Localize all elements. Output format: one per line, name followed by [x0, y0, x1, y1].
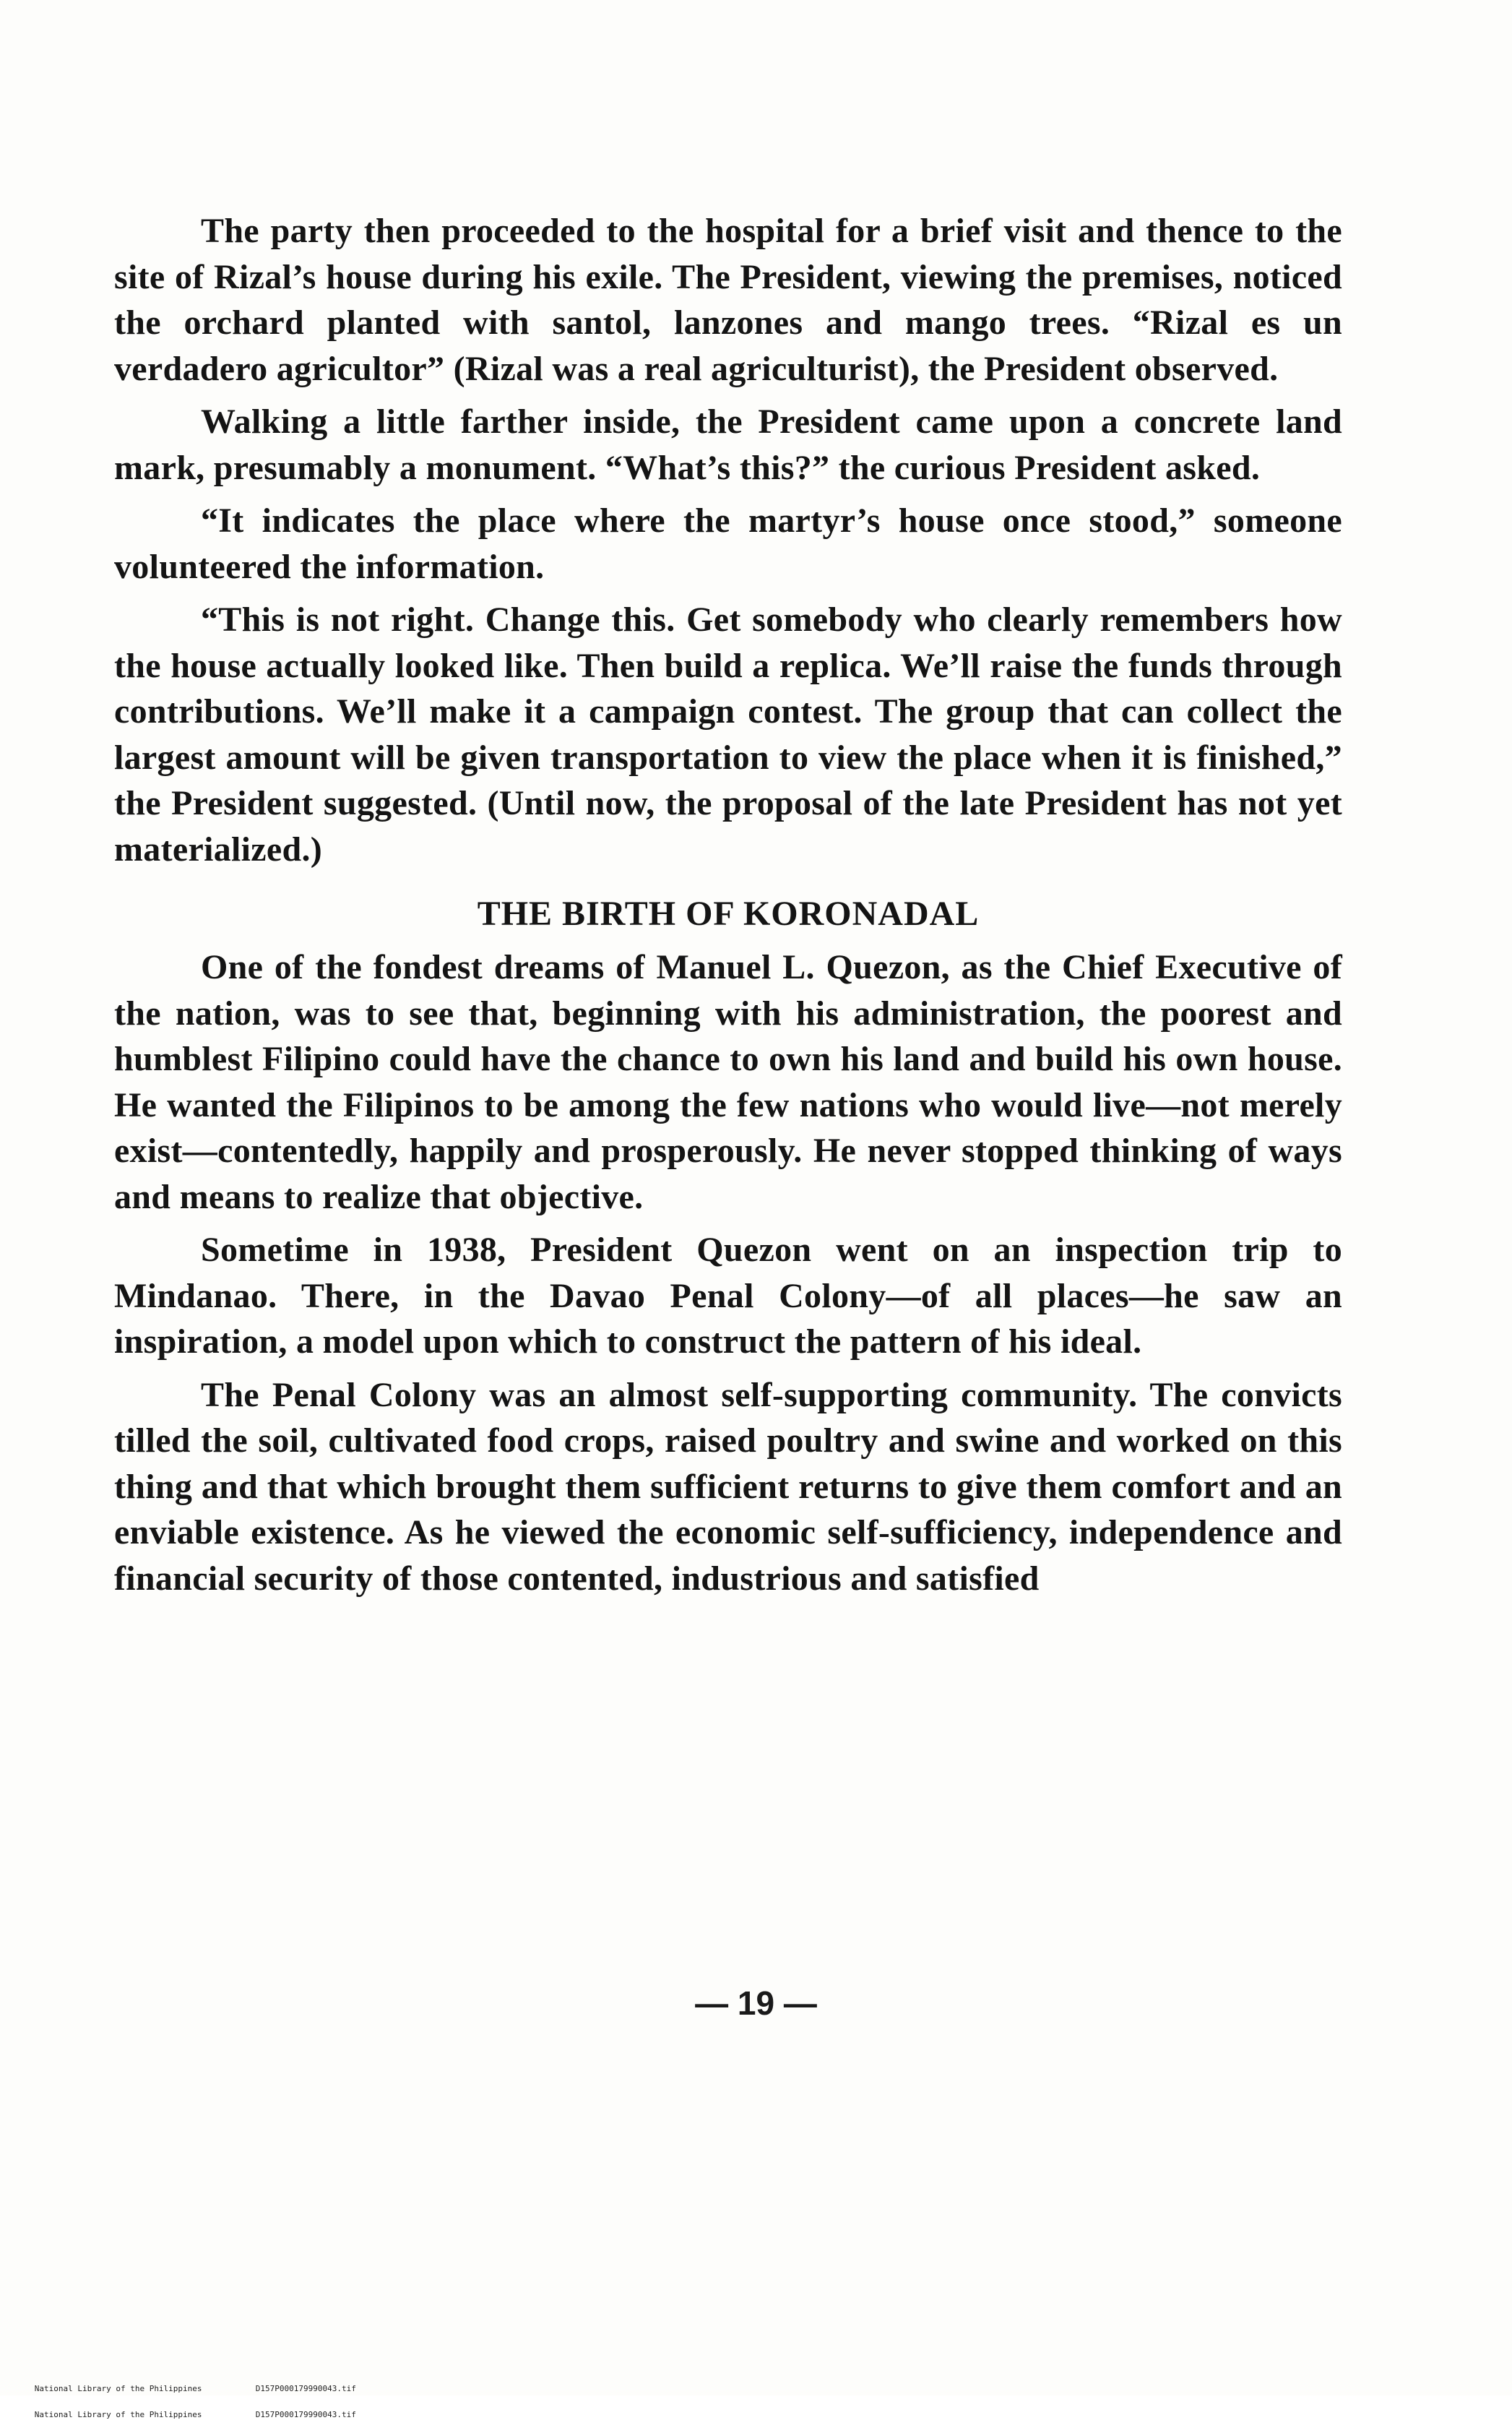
body-text [114, 208, 1342, 1609]
footer-line [6, 2402, 356, 2428]
footer-library: National Library of the Philippines [34, 2410, 202, 2419]
page-number: — 19 — [695, 1984, 817, 2022]
paragraph-6: Sometime in 1938, President Quezon went on an inspection trip to Mindanao. There, in the Davao Penal Colony—of all places—he saw an inspiration, a model upon which to construct the pattern of his ideal. [114, 1231, 1342, 1361]
footer-file: D157P000179990043.tif [255, 2384, 356, 2393]
paragraph-7: The Penal Colony was an almost self-supporting community. The convicts tilled the soil, cultivated food crops, raised poultry and swine and worked on this thing and that which brought them sufficient returns to give them comfort and an enviable existence. As he viewed the economic self-sufficiency, independence and financial security of those contented, industrious and satisfied [114, 1375, 1342, 1598]
paragraph-1: The party then proceeded to the hospital for a brief visit and thence to the site of Rizal’s house during his exile. The President, viewing the premises, noticed the orchard planted with santol, lanzones and mango trees. “Rizal es un verdadero agricultor” (Rizal was a real agriculturist), the President observed. [114, 212, 1342, 388]
paragraph-5: One of the fondest dreams of Manuel L. Quezon, as the Chief Executive of the nation, was to see that, beginning with his administration, the poorest and humblest Filipino could have the chance to own his land and build his own house. He wanted the Filipinos to be among the few nations who would live—not merely exist—contentedly, happily and prosperously. He never stopped thinking of ways and means to realize that objective. [114, 948, 1342, 1216]
footer-line [6, 2376, 356, 2402]
section-heading: THE BIRTH OF KORONADAL [477, 895, 980, 933]
paragraph-4: “This is not right. Change this. Get somebody who clearly remembers how the house actually looked like. Then build a replica. We’ll raise the funds through contributions. We’ll make it a campaign contest. The group that can collect the largest amount will be given transportation to view the place when it is finished,” the President suggested. (Until now, the proposal of the late President has not yet materialized.) [114, 600, 1342, 869]
paragraph-3: “It indicates the place where the martyr’s house once stood,” someone volunteered the information. [114, 501, 1342, 586]
footer-library: National Library of the Philippines [34, 2384, 202, 2393]
paragraph-2: Walking a little farther inside, the President came upon a concrete land mark, presumably a monument. “What’s this?” the curious President asked. [114, 402, 1342, 487]
scan-footer [6, 2376, 356, 2428]
footer-file: D157P000179990043.tif [255, 2410, 356, 2419]
